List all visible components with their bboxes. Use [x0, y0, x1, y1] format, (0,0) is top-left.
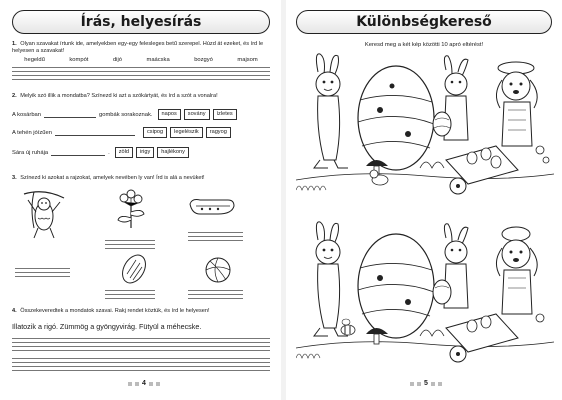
- bread-icon[interactable]: [118, 252, 150, 286]
- writing-line[interactable]: [188, 298, 243, 299]
- sentence-3: [12, 147, 189, 158]
- task-2-text: Melyik szó illik a mondatba? Színezd ki azt a szókártyát, és írd a szót a vonalra!: [20, 93, 218, 99]
- word-card[interactable]: hajlékony: [157, 147, 189, 158]
- writing-line[interactable]: [12, 75, 270, 76]
- writing-line[interactable]: [15, 276, 70, 277]
- writing-line[interactable]: [12, 67, 270, 68]
- word-card[interactable]: napos: [158, 109, 181, 120]
- writing-line[interactable]: [188, 232, 243, 233]
- easter-scene-top[interactable]: [296, 50, 554, 202]
- right-page-number: [410, 380, 442, 387]
- writing-line[interactable]: [188, 290, 243, 291]
- writing-line[interactable]: [15, 272, 70, 273]
- writing-line[interactable]: [12, 342, 270, 343]
- writing-line[interactable]: [15, 268, 70, 269]
- task-1-number: 1.: [12, 41, 17, 47]
- word-item: kompót: [69, 57, 89, 63]
- sentence-end: .: [108, 149, 110, 156]
- sentence-2: [12, 127, 231, 138]
- right-page-title: Különbségkereső: [296, 10, 552, 34]
- task-2-instruction: [12, 93, 270, 100]
- task-1-words: [12, 57, 270, 63]
- flower-icon[interactable]: [112, 188, 150, 228]
- left-page-title: Írás, helyesírás: [12, 10, 270, 34]
- sloth-icon[interactable]: [20, 188, 68, 240]
- task-4-number: 4.: [12, 308, 17, 314]
- writing-line[interactable]: [105, 294, 155, 295]
- writing-line[interactable]: [12, 71, 270, 72]
- square-icon: [431, 382, 435, 386]
- right-page: [286, 0, 562, 400]
- square-icon: [410, 382, 414, 386]
- word-card[interactable]: csipog: [143, 127, 167, 138]
- word-item: maácska: [146, 57, 170, 63]
- sentence-1: [12, 109, 237, 120]
- word-card[interactable]: legelészik: [170, 127, 203, 138]
- writing-line[interactable]: [105, 298, 155, 299]
- square-icon: [128, 382, 132, 386]
- writing-line[interactable]: [12, 366, 270, 367]
- answer-blank[interactable]: [44, 112, 96, 118]
- square-icon: [135, 382, 139, 386]
- sentence-end: gombák sorakoznak.: [99, 111, 153, 118]
- mixed-sentence: Illatozik a rigó. Zümmög a gyöngyvirág. Fütyül a méhecske.: [12, 322, 202, 331]
- writing-line[interactable]: [188, 294, 243, 295]
- answer-blank[interactable]: [51, 150, 105, 156]
- word-item: majsom: [237, 57, 258, 63]
- word-item: bozgyó: [194, 57, 213, 63]
- writing-line[interactable]: [188, 240, 243, 241]
- writing-line[interactable]: [105, 290, 155, 291]
- word-card[interactable]: ízletes: [213, 109, 237, 120]
- word-item: hegeldű: [24, 57, 45, 63]
- word-card[interactable]: ragyog: [206, 127, 231, 138]
- page-number-text: 4: [142, 380, 146, 387]
- ball-icon[interactable]: [204, 256, 232, 284]
- sentence-start: A tehén jóízűen: [12, 129, 52, 136]
- word-card[interactable]: sovány: [184, 109, 210, 120]
- task-2-number: 2.: [12, 93, 17, 99]
- left-page-number: [128, 380, 160, 387]
- writing-line[interactable]: [105, 240, 155, 241]
- word-item: dijó: [112, 57, 122, 63]
- task-3-instruction: [12, 175, 270, 182]
- task-4-text: Összekeveredtek a mondatok szavai. Rakj rendet köztük, és írd le helyesen!: [20, 308, 210, 314]
- task-4-instruction: [12, 308, 270, 315]
- easter-scene-bottom[interactable]: [296, 218, 554, 370]
- sentence-start: A kosárban: [12, 111, 42, 118]
- page-number-text: 5: [424, 380, 428, 387]
- writing-line[interactable]: [12, 350, 270, 351]
- writing-line[interactable]: [12, 370, 270, 371]
- boat-icon[interactable]: [188, 196, 236, 218]
- writing-line[interactable]: [12, 362, 270, 363]
- writing-line[interactable]: [12, 358, 270, 359]
- word-card[interactable]: zöld: [115, 147, 133, 158]
- writing-line[interactable]: [188, 236, 243, 237]
- square-icon: [149, 382, 153, 386]
- writing-line[interactable]: [12, 79, 270, 80]
- answer-blank[interactable]: [55, 130, 135, 136]
- writing-line[interactable]: [12, 346, 270, 347]
- writing-line[interactable]: [105, 248, 155, 249]
- square-icon: [438, 382, 442, 386]
- sentence-start: Sára új ruhája: [12, 149, 49, 156]
- difference-instruction: Keresd meg a két kép közötti 10 apró eltérést!: [364, 42, 484, 48]
- writing-line[interactable]: [12, 338, 270, 339]
- task-3-text: Színezd ki azokat a rajzokat, amelyek nevében ly van! Írd is alá a nevüket!: [20, 175, 205, 181]
- square-icon: [156, 382, 160, 386]
- writing-line[interactable]: [105, 244, 155, 245]
- task-1-instruction: [12, 41, 270, 55]
- task-1-text: Olyan szavakat írtunk ide, amelyekben egy-egy felesleges betű szerepel. Húzd át ezeket, és írd le helyesen a szavakat!: [12, 41, 264, 54]
- word-card[interactable]: irigy: [136, 147, 154, 158]
- square-icon: [417, 382, 421, 386]
- task-3-number: 3.: [12, 175, 17, 181]
